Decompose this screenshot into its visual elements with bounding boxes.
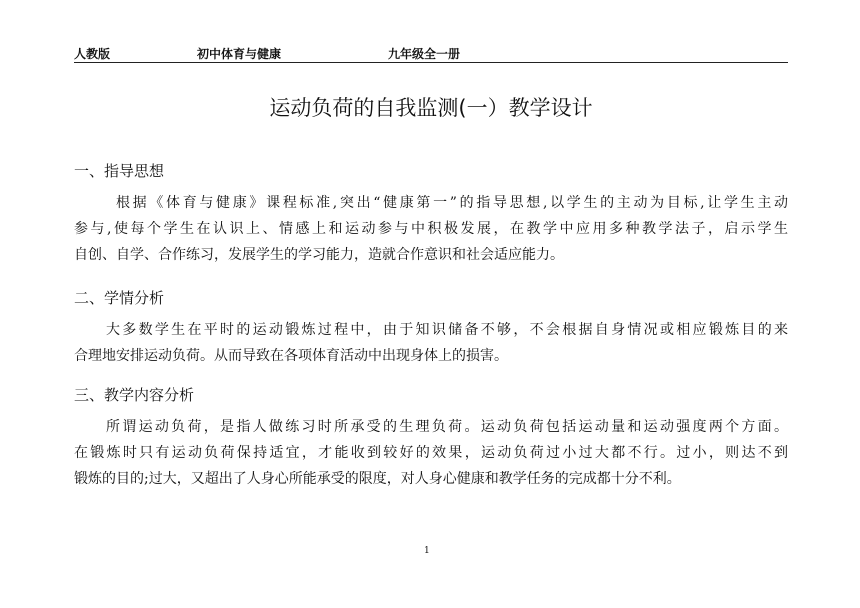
page-header (74, 46, 788, 62)
paragraph-line: 大多数学生在平时的运动锻炼过程中，由于知识储备不够，不会根据自身情况或相应锻炼目的来 (106, 322, 788, 338)
paragraph-line: 根据《体育与健康》课程标准,突出“健康第一”的指导思想,以学生的主动为目标,让学生主动 (116, 195, 788, 211)
paragraph-line: 自创、自学、合作练习，发展学生的学习能力，造就合作意识和社会适应能力。 (74, 247, 564, 263)
section-heading-learner-analysis: 二、学情分析 (74, 289, 165, 307)
paragraph-line: 所谓运动负荷，是指人做练习时所承受的生理负荷。运动负荷包括运动量和运动强度两个方面。 (106, 419, 788, 435)
paragraph-line: 锻炼的目的;过大，又超出了人身心所能承受的限度，对人身心健康和教学任务的完成都十分不利。 (74, 471, 681, 487)
header-publisher: 人教版 (74, 47, 111, 61)
section-heading-guiding-thought: 一、指导思想 (74, 162, 165, 180)
paragraph-line: 在锻炼时只有运动负荷保持适宜，才能收到较好的效果，运动负荷过小过大都不行。过小，则达不到 (74, 445, 788, 461)
page-number: 1 (424, 546, 430, 556)
header-subject: 初中体育与健康 (197, 47, 282, 61)
header-grade: 九年级全一册 (388, 47, 461, 61)
section-body-learner-analysis (74, 317, 788, 369)
paragraph-line: 合理地安排运动负荷。从而导致在各项体育活动中出现身体上的损害。 (74, 348, 508, 364)
section-body-content-analysis (74, 414, 788, 492)
section-heading-content-analysis: 三、教学内容分析 (74, 386, 195, 404)
header-divider (74, 62, 788, 63)
section-body-guiding-thought (74, 190, 788, 268)
paragraph-line: 参与,使每个学生在认识上、情感上和运动参与中积极发展，在教学中应用多种教学法子，启示学生 (74, 221, 788, 237)
document-title: 运动负荷的自我监测(一）教学设计 (269, 96, 593, 120)
